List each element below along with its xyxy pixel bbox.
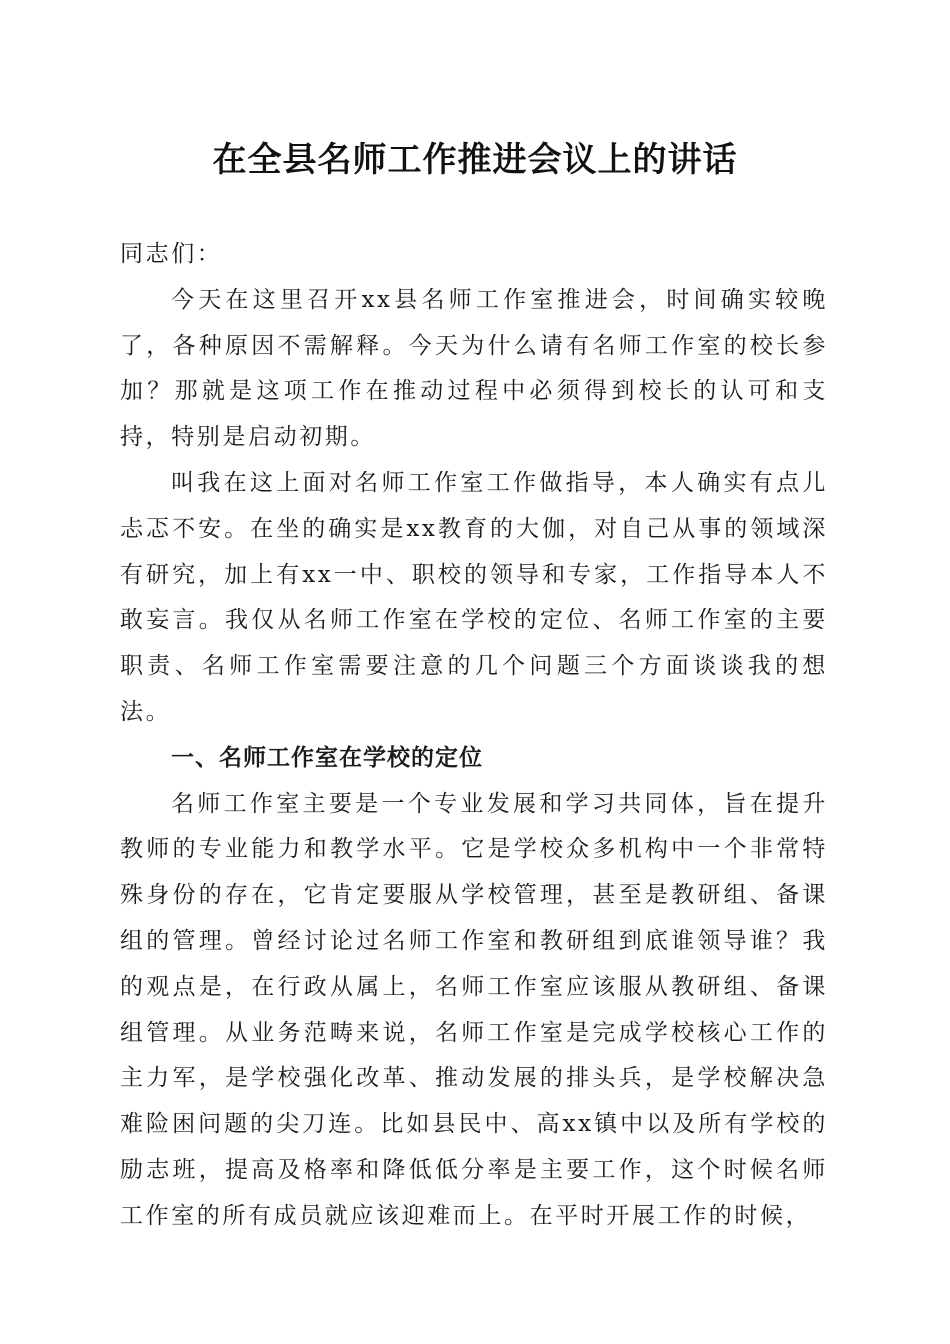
paragraph-intro: 叫我在这上面对名师工作室工作做指导，本人确实有点儿忐忑不安。在坐的确实是xx教育的大伽，对自己从事的领域深有研究，加上有xx一中、职校的领导和专家，工作指导本人不敢妄言。我仅从名师工作室在学校的定位、名师工作室的主要职责、名师工作室需要注意的几个问题三个方面谈谈我的想法。 bbox=[120, 469, 828, 725]
section-heading: 一、名师工作室在学校的定位 bbox=[171, 744, 483, 771]
section-paragraph: 名师工作室主要是一个专业发展和学习共同体，旨在提升教师的专业能力和教学水平。它是学校众多机构中一个非常特殊身份的存在，它肯定要服从学校管理，甚至是教研组、备课组的管理。曾经讨论过名师工作室和教研组到底谁领导谁？我的观点是，在行政从属上，名师工作室应该服从教研组、备课组管理。从业务范畴来说，名师工作室是完成学校核心工作的主力军，是学校强化改革、推动发展的排头兵，是学校解决急难险困问题的尖刀连。比如县民中、高xx镇中以及所有学校的励志班，提高及格率和降低低分率是主要工作，这个时候名师工作室的所有成员就应该迎难而上。在平时开展工作的时候， bbox=[120, 790, 828, 1229]
salutation: 同志们： bbox=[120, 241, 223, 267]
document-title: 在全县名师工作推进会议上的讲话 bbox=[212, 140, 738, 180]
paragraph-opening: 今天在这里召开xx县名师工作室推进会，时间确实较晚了，各种原因不需解释。今天为什么请有名师工作室的校长参加？那就是这项工作在推动过程中必须得到校长的认可和支持，特别是启动初期。 bbox=[120, 286, 828, 451]
document-body bbox=[120, 232, 828, 1240]
